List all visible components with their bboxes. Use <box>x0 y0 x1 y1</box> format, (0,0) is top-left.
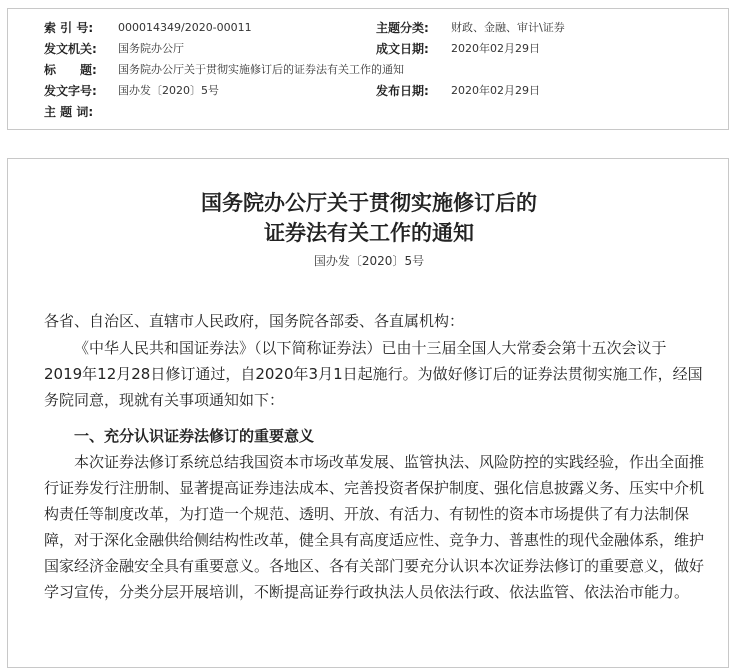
created-date-value: 2020年02月29日 <box>451 42 540 55</box>
published-date-value: 2020年02月29日 <box>451 84 540 97</box>
created-date-label: 成文日期: <box>376 42 429 56</box>
doc-number-label: 发文字号: <box>44 84 97 98</box>
topic-value: 财政、金融、审计\证券 <box>451 21 565 34</box>
title-value: 国务院办公厅关于贯彻实施修订后的证券法有关工作的通知 <box>118 63 404 76</box>
published-date-label: 发布日期: <box>376 84 429 98</box>
doc-number-value: 国办发〔2020〕5号 <box>118 84 219 97</box>
title-label: 标 题: <box>44 63 97 77</box>
article-panel <box>7 158 729 668</box>
metadata-panel <box>7 8 729 130</box>
article-title-line-1: 国务院办公厅关于贯彻实施修订后的 <box>201 190 537 215</box>
paragraph-2: 本次证券法修订系统总结我国资本市场改革发展、监管执法、风险防控的实践经验，作出全面推行证券发行注册制、显著提高证券违法成本、完善投资者保护制度、强化信息披露义务、压实中介机构责任等制度改革，为打造一个规范、透明、开放、有活力、有韧性的资本市场提供了有力法制保障，对于深化金融供给侧结构性改革，健全具有高度适应性、竞争力、普惠性的现代金融体系，维护国家经济金融安全具有重要意义。各地区、各有关部门要充分认识本次证券法修订的重要意义，做好学习宣传，分类分层开展培训，不断提高证券行政执法人员依法行政、依法监管、依法治市能力。 <box>44 453 705 601</box>
paragraph-1: 《中华人民共和国证券法》（以下简称证券法）已由十三届全国人大常委会第十五次会议于2019年12月28日修订通过，自2020年3月1日起施行。为做好修订后的证券法贯彻实施工作，经国务院同意，现就有关事项通知如下： <box>44 339 703 409</box>
index-value: 000014349/2020-00011 <box>118 21 252 34</box>
article-title-line-2: 证券法有关工作的通知 <box>264 220 474 245</box>
article-doc-number: 国办发〔2020〕5号 <box>313 254 425 268</box>
topic-label: 主题分类: <box>376 21 429 35</box>
keywords-label: 主 题 词: <box>44 105 94 119</box>
index-label: 索 引 号: <box>44 21 94 35</box>
addressee: 各省、自治区、直辖市人民政府，国务院各部委、各直属机构： <box>44 312 465 330</box>
section-heading-1: 一、充分认识证券法修订的重要意义 <box>74 427 315 445</box>
issuer-value: 国务院办公厅 <box>118 42 184 55</box>
issuer-label: 发文机关: <box>44 42 97 56</box>
